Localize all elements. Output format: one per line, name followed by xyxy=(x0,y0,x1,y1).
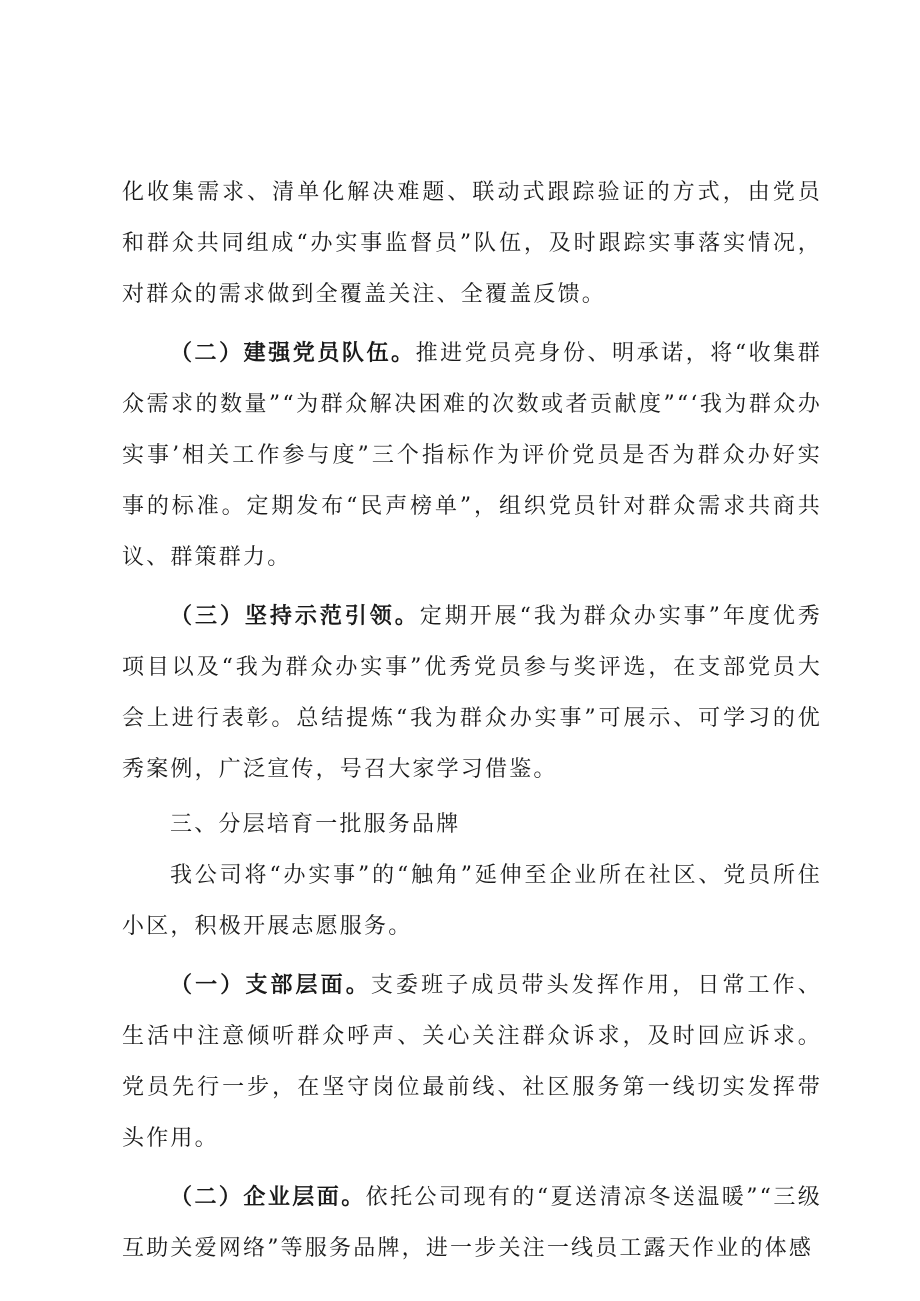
paragraph-lead: （二）企业层面。 xyxy=(170,1185,366,1210)
paragraph-lead: （三）坚持示范引领。 xyxy=(170,604,420,629)
paragraph-demonstration xyxy=(122,591,822,795)
paragraph-continuation xyxy=(122,167,822,320)
paragraph-lead: （二）建强党员队伍。 xyxy=(170,341,416,366)
section-heading: 三、分层培育一批服务品牌 xyxy=(170,812,461,837)
paragraph-enterprise-level xyxy=(122,1172,822,1274)
paragraph-lead: （一）支部层面。 xyxy=(170,973,371,998)
paragraph-text: 定期开展“我为群众办实事”年度优秀项目以及“我为群众办实事”优秀党员参与奖评选，在支部党员大会上进行表彰。总结提炼“我为群众办实事”可展示、可学习的优秀案例，广泛宣传，号召大家学习借鉴。 xyxy=(122,604,822,782)
paragraph-party-team xyxy=(122,328,822,583)
paragraph-branch-level xyxy=(122,960,822,1164)
document-body xyxy=(122,167,822,1274)
paragraph-text: 化收集需求、清单化解决难题、联动式跟踪验证的方式，由党员和群众共同组成“办实事监督员”队伍，及时跟踪实事落实情况，对群众的需求做到全覆盖关注、全覆盖反馈。 xyxy=(122,180,822,307)
paragraph-text: 支委班子成员带头发挥作用，日常工作、生活中注意倾听群众呼声、关心关注群众诉求，及时回应诉求。党员先行一步，在坚守岗位最前线、社区服务第一线切实发挥带头作用。 xyxy=(122,973,822,1151)
paragraph-extension xyxy=(122,850,822,952)
paragraph-text: 推进党员亮身份、明承诺，将“收集群众需求的数量”“为群众解决困难的次数或者贡献度”“‘我为群众办实事’相关工作参与度”三个指标作为评价党员是否为群众办好实事的标准。定期发布“民声榜单”，组织党员针对群众需求共商共议、群策群力。 xyxy=(122,341,822,570)
paragraph-text: 依托公司现有的“夏送清凉冬送温暖”“三级互助关爱网络”等服务品牌，进一步关注一线员工露天作业的体感 xyxy=(122,1185,822,1261)
paragraph-text: 我公司将“办实事”的“触角”延伸至企业所在社区、党员所住小区，积极开展志愿服务。 xyxy=(122,863,822,939)
